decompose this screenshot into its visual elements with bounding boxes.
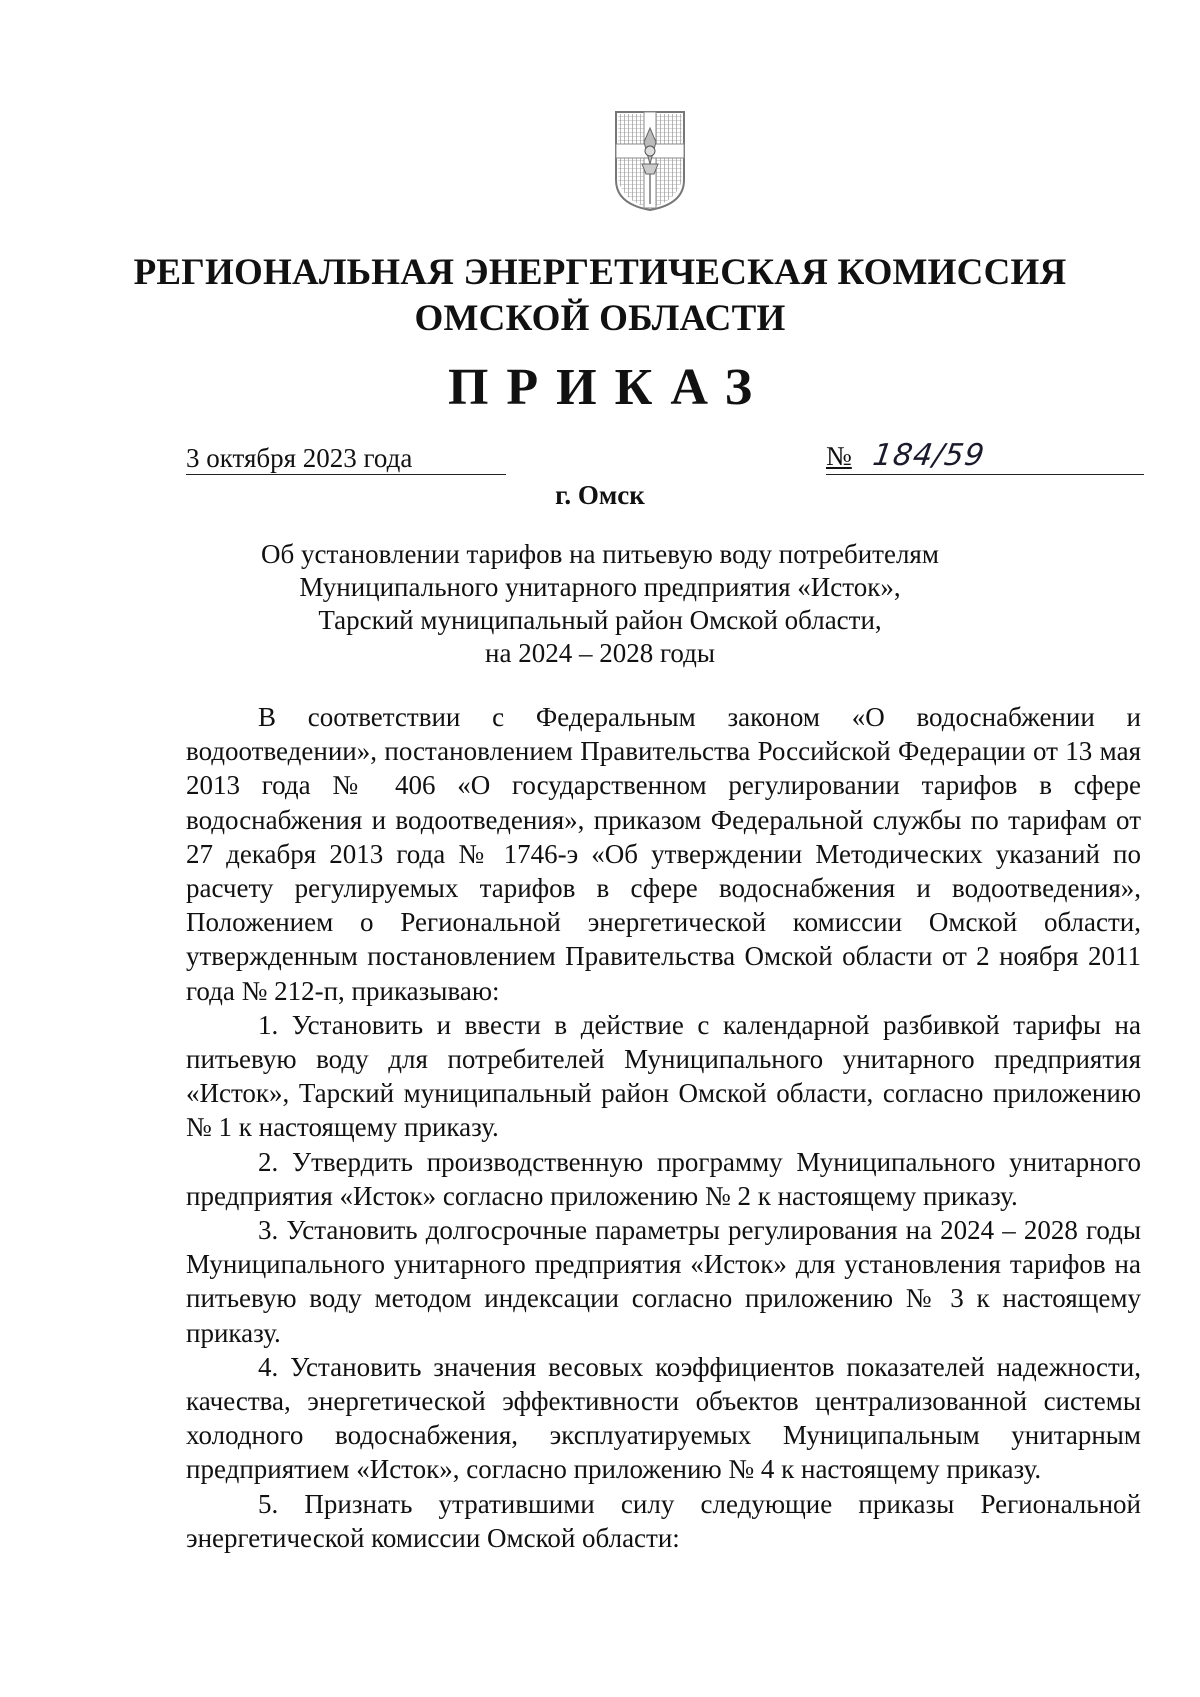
coat-of-arms-icon: [612, 108, 688, 212]
subject-line: Тарский муниципальный район Омской области,: [318, 605, 882, 635]
organization-title: [0, 250, 1200, 342]
organization-title-line1: РЕГИОНАЛЬНАЯ ЭНЕРГЕТИЧЕСКАЯ КОМИССИЯ: [133, 252, 1067, 293]
order-item-1: 1. Установить и ввести в действие с календарной разбивкой тарифы на питьевую воду для потребителей Муниципального унитарного предприятия «Исток», Тарский муниципальный район Омской области, согласно приложению № 1 к настоящему приказу.: [186, 1009, 1141, 1143]
order-item-2: 2. Утвердить производственную программу Муниципального унитарного предприятия «Исток» согласно приложению № 2 к настоящему приказу.: [186, 1146, 1141, 1211]
subject-line: на 2024 – 2028 годы: [485, 638, 715, 668]
handwritten-number: 184/59: [870, 438, 987, 473]
document-date: 3 октября 2023 года: [186, 442, 506, 475]
city-name: г. Омск: [555, 480, 645, 510]
subject-line: Муниципального унитарного предприятия «Исток»,: [299, 572, 901, 602]
document-body: [186, 700, 1141, 1555]
organization-title-line2: ОМСКОЙ ОБЛАСТИ: [414, 298, 786, 339]
number-sign: №: [826, 441, 852, 471]
document-type-title: ПРИКАЗ: [447, 359, 771, 416]
subject-line: Об установлении тарифов на питьевую воду потребителям: [261, 539, 939, 569]
order-item-4: 4. Установить значения весовых коэффициентов показателей надежности, качества, энергетической эффективности объектов централизованной системы холодного водоснабжения, эксплуатируемых Муниципальным унитарным предприятием «Исток», согласно приложению № 4 к настоящему приказу.: [186, 1351, 1141, 1485]
order-item-3: 3. Установить долгосрочные параметры регулирования на 2024 – 2028 годы Муниципального унитарного предприятия «Исток» для установления тарифов на питьевую воду методом индексации согласно приложению № 3 к настоящему приказу.: [186, 1215, 1141, 1348]
document-number: [826, 438, 1144, 475]
preamble-paragraph: В соответствии с Федеральным законом «О водоснабжении и водоотведении», постановлением Правительства Российской Федерации от 13 мая 2013 года № 406 «О государственном регулировании тарифов в сфере водоснабжения и водоотведения», приказом Федеральной службы по тарифам от 27 декабря 2013 года № 1746-э «Об утверждении Методических указаний по расчету регулируемых тарифов в сфере водоснабжения и водоотведения», Положением о Региональной энергетической комиссии Омской области, утвержденным постановлением Правительства Омской области от 2 ноября 2011 года № 212-п, приказываю:: [186, 702, 1141, 1006]
order-item-5: 5. Признать утратившими силу следующие приказы Региональной энергетической комиссии Омской области:: [186, 1488, 1141, 1553]
document-subject: [0, 538, 1200, 670]
